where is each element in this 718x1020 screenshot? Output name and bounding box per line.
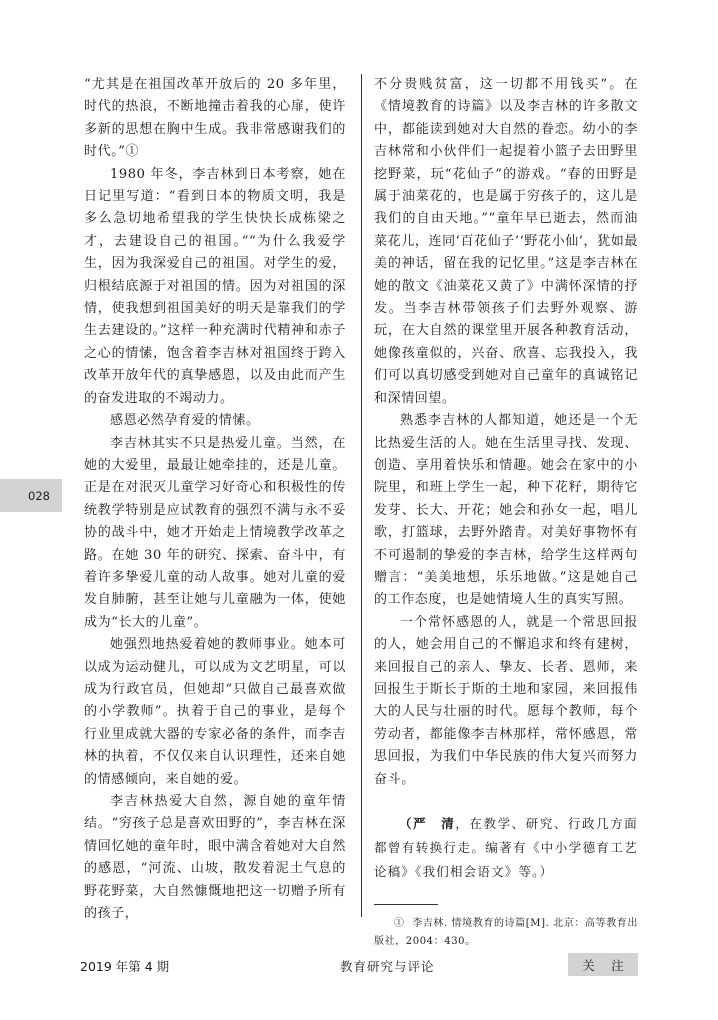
section-char: 关 bbox=[582, 957, 595, 973]
section-label bbox=[568, 953, 638, 976]
paragraph: 1980 年冬，李吉林到日本考察，她在日记里写道：“看到日本的物质文明，我是多么急切地希望我的学生快快长成栋梁之才，去建设自己的祖国。”“为什么我爱学生，因为我深爱自己的祖国。对学生的爱，归根结底源于对祖国的情。因为对祖国的深情，使我想到祖国美好的明天是靠我们的学生去建设的。”这样一种充满时代精神和赤子之心的情愫，饱含着李吉林对祖国终于跨入改革开放年代的真挚感恩，以及由此而产生的奋发进取的不竭动力。 bbox=[84, 166, 346, 406]
paragraph: 不分贵贱贫富，这一切都不用钱买”。在《情境教育的诗篇》以及李吉林的许多散文中，都能读到她对大自然的眷恋。幼小的李吉林常和小伙伴们一起提着小篮子去田野里挖野菜，玩“花仙子”的游戏。“春的田野是属于油菜花的，也是属于穷孩子的，这儿是我们的自由天地。”“童年早已逝去，然而油菜花儿，连同‘百花仙子’‘野花小仙’，犹如最美的神话，留在我的记忆里。”这是李吉林在她的散文《油菜花又黄了》中满怀深情的抒发。当李吉林带领孩子们去野外观察、游玩，在大自然的课堂里开展各种教育活动，她像孩童似的，兴奋、欣喜、忘我投入，我们可以真切感受到她对自己童年的真诚铭记和深情回望。 bbox=[374, 77, 638, 406]
section-char: 注 bbox=[611, 957, 624, 973]
issue-label: 2019 年第 4 期 bbox=[80, 959, 170, 974]
author-bio bbox=[374, 812, 638, 884]
paragraph: 一个常怀感恩的人，就是一个常思回报的人，她会用自己的不懈追求和终有建树，来回报自己的亲人、挚友、长者、恩师，来回报生于斯长于斯的土地和家园，来回报伟大的人民与壮丽的时代。愿每个教师，每个劳动者，都能像李吉林那样，常怀感恩，常思回报，为我们中华民族的伟大复兴而努力奋斗。 bbox=[374, 614, 638, 787]
footnote-rule bbox=[374, 904, 438, 905]
paragraph: 感恩必然孕育爱的情愫。 bbox=[110, 413, 260, 429]
footnote-text: 李吉林. 情境教育的诗篇[M]. 北京：高等教育出版社，2004：430。 bbox=[374, 918, 638, 947]
journal-title: 教育研究与评论 bbox=[340, 959, 435, 974]
page-number: 028 bbox=[28, 488, 50, 503]
paragraph: 李吉林热爱大自然，源自她的童年情结。“穷孩子总是喜欢田野的”，李吉林在深情回忆她的童年时，眼中满含着她对大自然的感恩，“河流、山坡，散发着泥土气息的野花野菜，大自然慷慨地把这一切赠予所有的孩子， bbox=[84, 794, 346, 922]
footnote bbox=[374, 915, 638, 951]
paragraph: 熟悉李吉林的人都知道，她还是一个无比热爱生活的人。她在生活里寻找、发现、创造、享用着快乐和情趣。她会在家中的小院里，和班上学生一起，种下花籽，期待它发芽、长大、开花；她会和孙女一起，唱儿歌，打篮球，去野外踏青。对美好事物怀有不可遏制的挚爱的李吉林，给学生这样两句赠言：“美美地想，乐乐地做。”这是她自己的工作态度，也是她情境人生的真实写照。 bbox=[374, 413, 638, 608]
left-column bbox=[84, 74, 346, 925]
paragraph: 她强烈地热爱着她的教师事业。她本可以成为运动健儿，可以成为文艺明星，可以成为行政官员，但她却“只做自己最喜欢做的小学教师”。执着于自己的事业，是每个行业里成就大器的专家必备的条件，而李吉林的执着，不仅仅来自认识理性，还来自她的情感倾向，来自她的爱。 bbox=[84, 637, 346, 787]
author-name: （严 清 bbox=[399, 816, 456, 831]
footnote-marker: ① bbox=[394, 918, 405, 929]
page-footer bbox=[80, 953, 640, 979]
right-column bbox=[374, 74, 638, 951]
paragraph: 李吉林其实不只是热爱儿童。当然，在她的大爱里，最最让她牵挂的，还是儿童。正是在对泯灭儿童学习好奇心和积极性的传统教学特别是应试教育的强烈不满与永不妥协的战斗中，她才开始走上情境教学改革之路。在她 30 年的研究、探索、奋斗中，有着许多挚爱儿童的动人故事。她对儿童的爱发自肺腑，甚至让她与儿童融为一体，使她成为“长大的儿童”。 bbox=[84, 435, 346, 630]
page-number-tab bbox=[0, 479, 62, 512]
column-divider bbox=[361, 74, 362, 917]
author-bio-text: ，在教学、研究、行政几方面都曾有转换行走。编著有《中小学德育工艺论稿》《我们相会语文》等。） bbox=[374, 816, 638, 879]
paragraph: “尤其是在祖国改革开放后的 20 多年里，时代的热浪，不断地撞击着我的心扉，使许多新的思想在胸中生成。我非常感谢我们的时代。”① bbox=[84, 77, 346, 160]
